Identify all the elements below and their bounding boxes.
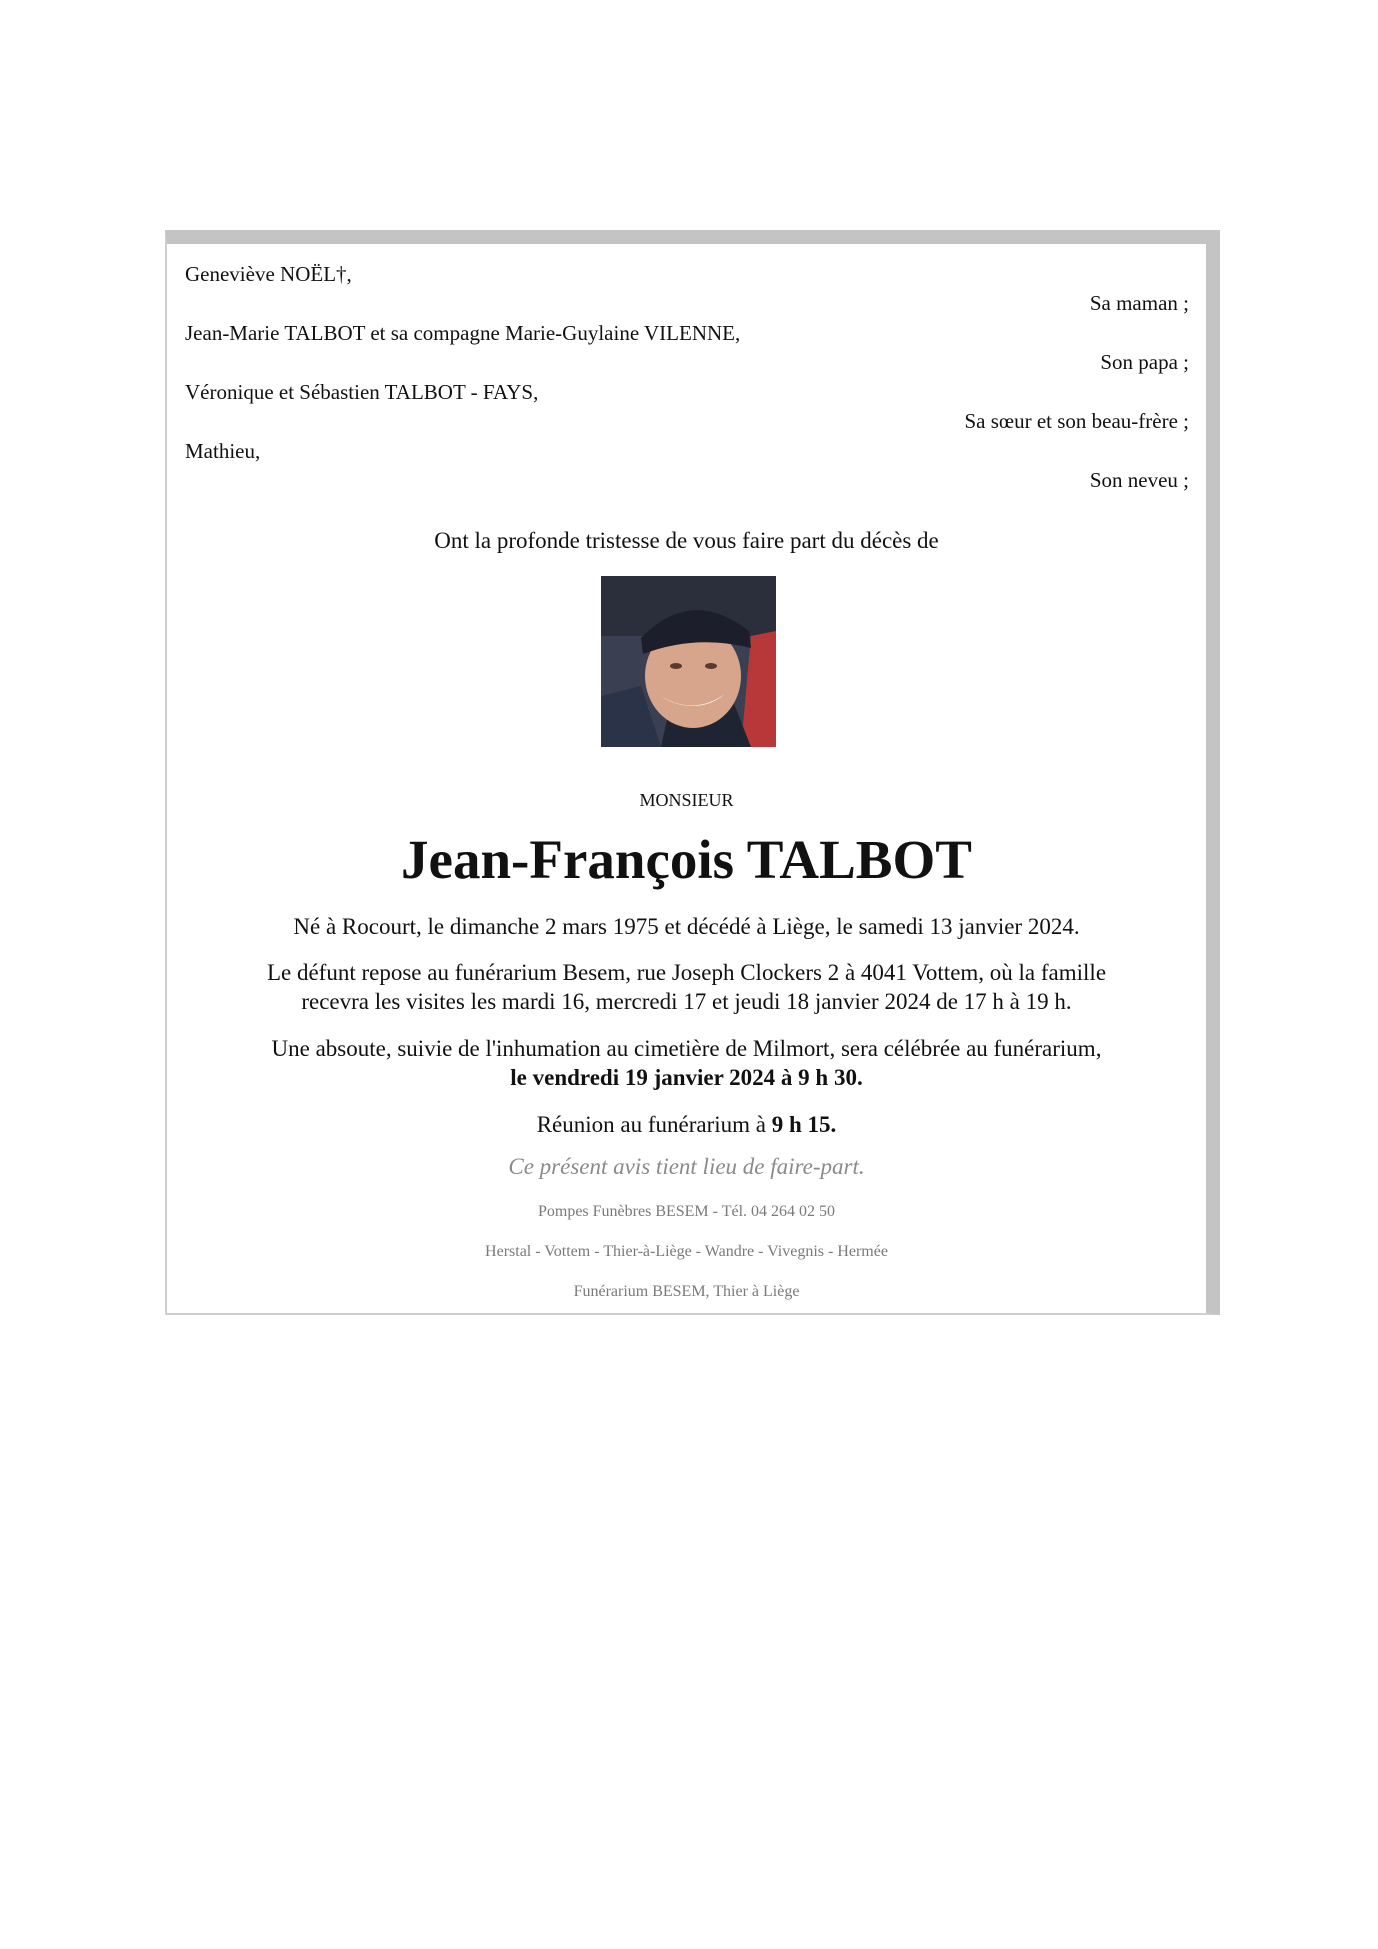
- family-member-name: Véronique et Sébastien TALBOT - FAYS,: [185, 380, 539, 404]
- family-row: [185, 262, 1189, 321]
- family-member-relation: Son neveu ;: [1089, 468, 1189, 492]
- family-row: [185, 439, 1189, 498]
- visitation-text: [167, 958, 1206, 1016]
- visitation-line: recevra les visites les mardi 16, mercredi 17 et jeudi 18 janvier 2024 de 17 h à 19 h.: [301, 989, 1072, 1014]
- notice-text: Ce présent avis tient lieu de faire-part.: [508, 1154, 865, 1179]
- funeral-home-locations: Herstal - Vottem - Thier-à-Liège - Wandre - Vivegnis - Hermée: [485, 1243, 888, 1260]
- deceased-photo: [601, 576, 776, 747]
- funerarium-name: Funérarium BESEM, Thier à Liège: [573, 1283, 800, 1300]
- ceremony-date: le vendredi 19 janvier 2024 à 9 h 30.: [510, 1065, 863, 1090]
- family-member-relation: Son papa ;: [1100, 350, 1189, 374]
- family-row: [185, 380, 1189, 439]
- family-member-relation: Sa sœur et son beau-frère ;: [964, 409, 1189, 433]
- meeting-time: 9 h 15.: [771, 1112, 837, 1137]
- family-list: [185, 262, 1189, 498]
- birth-death-text: Né à Rocourt, le dimanche 2 mars 1975 et décédé à Liège, le samedi 13 janvier 2024.: [293, 914, 1080, 939]
- visitation-line: Le défunt repose au funérarium Besem, rue Joseph Clockers 2 à 4041 Vottem, où la famille: [266, 960, 1107, 985]
- ceremony-text: [167, 1034, 1206, 1092]
- meeting-label: Réunion au funérarium à: [536, 1112, 772, 1137]
- ceremony-line: Une absoute, suivie de l'inhumation au cimetière de Milmort, sera célébrée au funérarium,: [271, 1036, 1102, 1061]
- honorific: MONSIEUR: [639, 790, 734, 810]
- family-member-name: Mathieu,: [185, 439, 261, 463]
- family-member-relation: Sa maman ;: [1089, 291, 1189, 315]
- family-member-name: Geneviève NOËL†,: [185, 262, 352, 286]
- deceased-name: Jean-François TALBOT: [401, 829, 972, 890]
- meeting-text: [167, 1110, 1206, 1139]
- funeral-home-contact: Pompes Funèbres BESEM - Tél. 04 264 02 50: [537, 1203, 836, 1220]
- obituary-card: [165, 230, 1220, 1315]
- family-member-name: Jean-Marie TALBOT et sa compagne Marie-Guylaine VILENNE,: [185, 321, 741, 345]
- family-row: [185, 321, 1189, 380]
- intro-text: Ont la profonde tristesse de vous faire part du décès de: [434, 528, 939, 553]
